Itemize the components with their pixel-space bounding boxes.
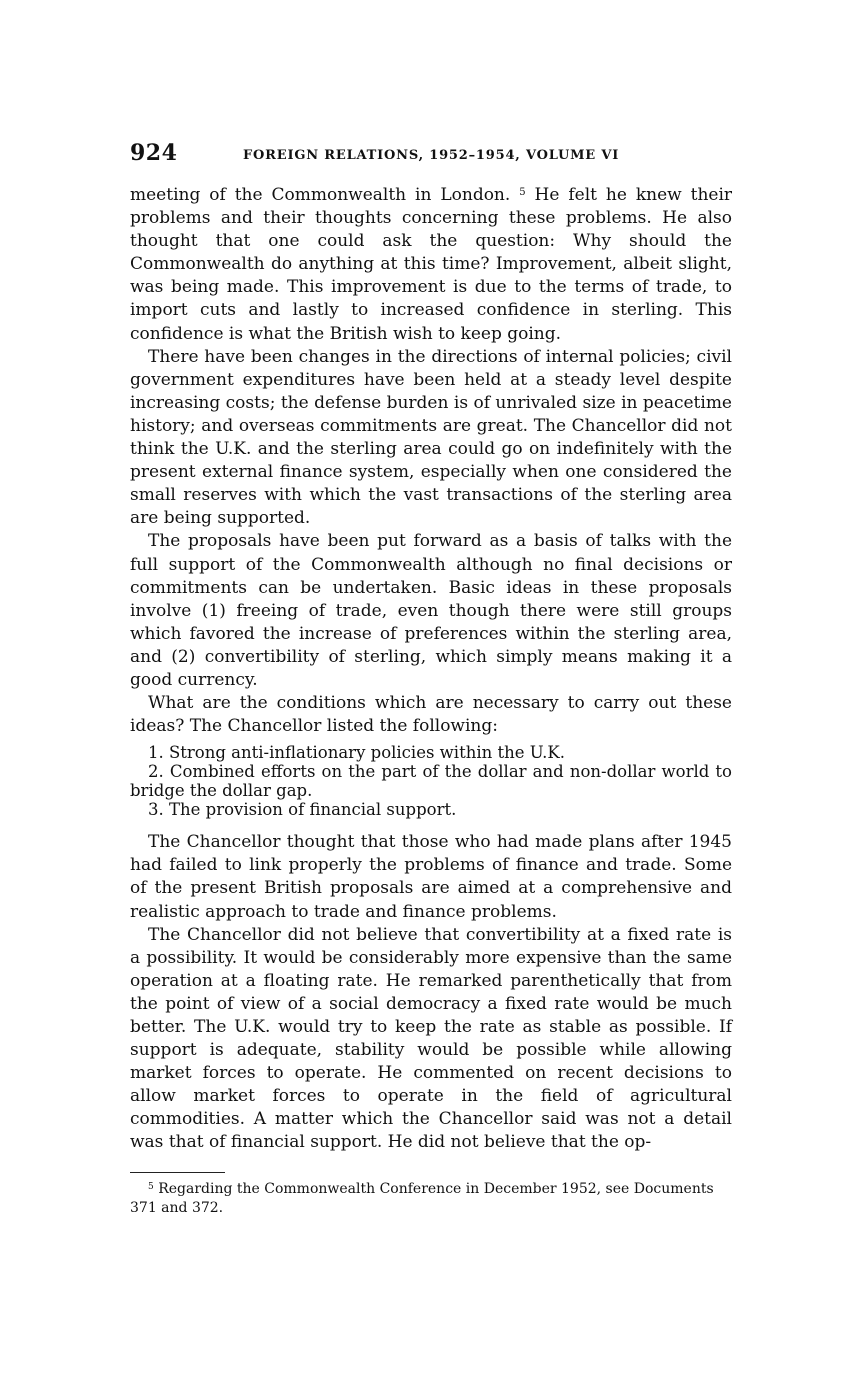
running-header <box>130 140 732 174</box>
list-item: 1. Strong anti-inflationary policies within the U.K. <box>148 743 565 763</box>
footnote-text: Regarding the Commonwealth Conference in December 1952, see Documents 371 and 372. <box>130 1181 714 1216</box>
spacer <box>130 819 732 831</box>
page-number: 924 <box>130 140 178 166</box>
header-title: FOREIGN RELATIONS, 1952–1954, VOLUME VI <box>243 148 620 163</box>
paragraph-2: There have been changes in the directions of internal policies; civil government expenditures have been held at a steady level despite increasing costs; the defense burden is of unrivaled size in peacetime history; and overseas commitments are great. The Chancellor did not think the U.K. and the sterling area could go on indefinitely with the present external finance system, especially when one considered the small reserves with which the vast transactions of the sterling area are being supported. <box>130 346 732 529</box>
document-page <box>130 140 732 1155</box>
list-item: 3. The provision of financial support. <box>148 800 457 820</box>
list-item: 2. Combined efforts on the part of the dollar and non-dollar world to bridge the dollar gap. <box>130 762 732 801</box>
paragraph-1 <box>130 184 732 346</box>
footnote <box>130 1180 732 1218</box>
paragraph-4: What are the conditions which are necessary to carry out these ideas? The Chancellor listed the following: <box>130 693 732 737</box>
paragraph-1-lead: meeting of the Commonwealth in London. <box>130 185 511 205</box>
footnote-mark: 5 <box>148 1182 154 1192</box>
paragraph-3: The proposals have been put forward as a basis of talks with the full support of the Commonwealth although no final decisions or commitments can be undertaken. Basic ideas in these proposals involve (1) freeing of trade, even though there were still groups which favored the increase of preferences within the sterling area, and (2) convertibility of sterling, which simply means making it a good currency. <box>130 531 732 690</box>
conditions-list <box>130 743 732 819</box>
footnote-reference[interactable]: 5 <box>519 187 526 198</box>
paragraph-5: The Chancellor thought that those who had made plans after 1945 had failed to link properly the problems of finance and trade. Some of the present British proposals are aimed at a comprehensive and realistic approach to trade and finance problems. <box>130 832 732 922</box>
paragraph-6: The Chancellor did not believe that convertibility at a fixed rate is a possibility. It would be considerably more expensive than the same operation at a floating rate. He remarked parenthetically that from the point of view of a social democracy a fixed rate would be much better. The U.K. would try to keep the rate as stable as possible. If support is adequate, stability would be possible while allowing market forces to operate. He commented on recent decisions to allow market forces to operate in the field of agricultural commodities. A matter which the Chancellor said was not a detail was that of financial support. He did not believe that the op- <box>130 924 732 1153</box>
paragraph-1-text: He felt he knew their problems and their thoughts concerning these problems. He also thought that one could ask the question: Why should the Commonwealth do anything at this time? Improvement, albeit slight, was being made. This improvement is due to the terms of trade, to import cuts and lastly to increased confidence in sterling. This confidence is what the British wish to keep going. <box>130 185 733 344</box>
footnote-divider <box>130 1172 225 1173</box>
body-text <box>130 184 732 1155</box>
